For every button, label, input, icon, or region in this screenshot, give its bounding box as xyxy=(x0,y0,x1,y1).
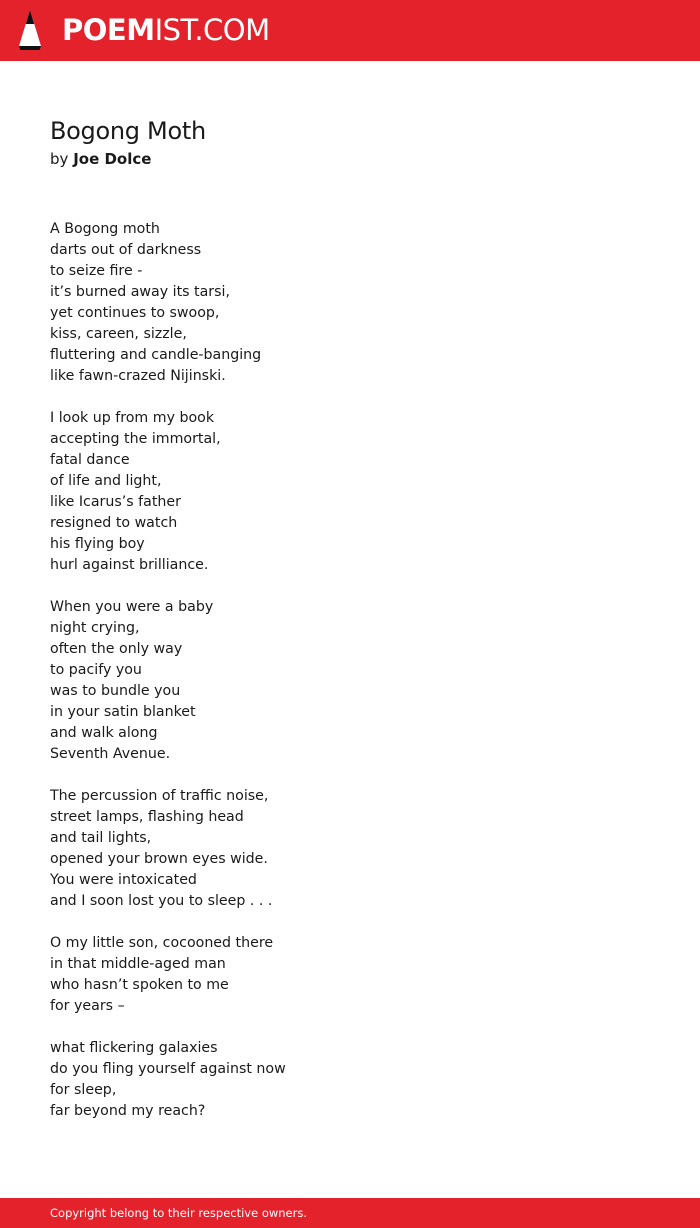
poem-line: When you were a baby xyxy=(50,599,214,615)
poem-line: what flickering galaxies xyxy=(50,1040,218,1056)
site-logo-link[interactable] xyxy=(17,8,270,52)
byline xyxy=(50,149,151,169)
poem-line: street lamps, flashing head xyxy=(50,809,244,825)
poem-line: and I soon lost you to sleep . . . xyxy=(50,893,273,909)
stanza xyxy=(50,1038,650,1122)
by-label: by xyxy=(50,150,69,168)
site-footer xyxy=(0,1198,700,1228)
site-header xyxy=(0,0,700,61)
stanza xyxy=(50,786,650,912)
poem-line: A Bogong moth xyxy=(50,221,160,237)
poem-line: it’s burned away its tarsi, xyxy=(50,284,230,300)
poem-line: in your satin blanket xyxy=(50,704,196,720)
poem-line: I look up from my book xyxy=(50,410,215,426)
poem-line: of life and light, xyxy=(50,473,162,489)
poem-line: his flying boy xyxy=(50,536,145,552)
site-logo-text xyxy=(62,8,270,52)
poem-line: to seize fire - xyxy=(50,263,143,279)
poem-body xyxy=(50,219,650,1143)
stanza xyxy=(50,408,650,576)
poem-line: hurl against brilliance. xyxy=(50,557,209,573)
poem-line: often the only way xyxy=(50,641,183,657)
poem-line: for years – xyxy=(50,998,125,1014)
poem-line: like Icarus’s father xyxy=(50,494,181,510)
copyright-text: Copyright belong to their respective owners. xyxy=(50,1206,308,1220)
poem-line: opened your brown eyes wide. xyxy=(50,851,268,867)
logo-text-light: IST.COM xyxy=(154,13,270,47)
logo-text-bold: POEM xyxy=(62,13,155,47)
poem-line: far beyond my reach? xyxy=(50,1103,206,1119)
poem-line: do you fling yourself against now xyxy=(50,1061,286,1077)
stanza xyxy=(50,933,650,1017)
poem-line: for sleep, xyxy=(50,1082,117,1098)
poem-line: like fawn-crazed Nijinski. xyxy=(50,368,226,384)
poem-line: yet continues to swoop, xyxy=(50,305,220,321)
poem-line: darts out of darkness xyxy=(50,242,202,258)
poem-line: You were intoxicated xyxy=(50,872,197,888)
poem-line: and tail lights, xyxy=(50,830,152,846)
poem-line: O my little son, cocooned there xyxy=(50,935,274,951)
pencil-tip-icon xyxy=(17,8,43,52)
poem-line: resigned to watch xyxy=(50,515,178,531)
poem-line: to pacify you xyxy=(50,662,142,678)
poem-line: The percussion of traffic noise, xyxy=(50,788,269,804)
poem-line: fluttering and candle-banging xyxy=(50,347,262,363)
poem-line: Seventh Avenue. xyxy=(50,746,171,762)
poem-line: in that middle-aged man xyxy=(50,956,226,972)
poem-line: who hasn’t spoken to me xyxy=(50,977,229,993)
poem-line: fatal dance xyxy=(50,452,130,468)
author-name: Joe Dolce xyxy=(73,150,152,168)
poem-title: Bogong Moth xyxy=(50,117,206,145)
stanza xyxy=(50,597,650,765)
poem-line: kiss, careen, sizzle, xyxy=(50,326,187,342)
stanza xyxy=(50,219,650,387)
poem-line: was to bundle you xyxy=(50,683,181,699)
poem-line: accepting the immortal, xyxy=(50,431,221,447)
poem-line: night crying, xyxy=(50,620,140,636)
poem-line: and walk along xyxy=(50,725,158,741)
